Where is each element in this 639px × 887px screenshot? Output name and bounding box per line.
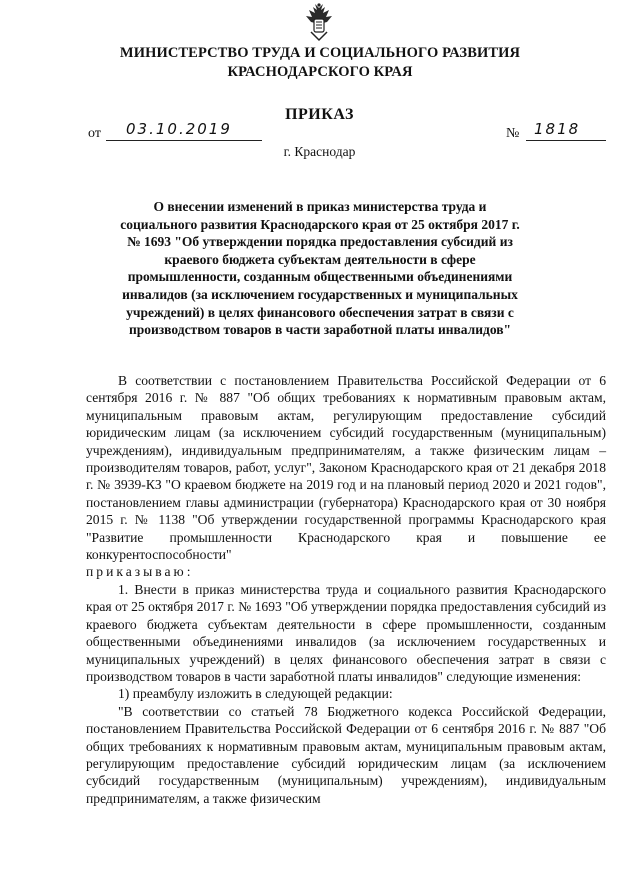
date-prefix: от (88, 126, 101, 141)
ministry-name (60, 44, 580, 82)
date-underline (106, 140, 262, 141)
date-number-row (0, 120, 639, 146)
decree-word: приказываю: (86, 564, 194, 580)
order-number: 1818 (534, 120, 581, 138)
order-date: 03.10.2019 (126, 120, 232, 138)
order-body (86, 372, 606, 807)
coat-of-arms-icon (299, 2, 339, 42)
intro-paragraph (86, 372, 606, 581)
item-1-paragraph: 1. Внести в приказ министерства труда и социального развития Краснодарского края от 25 октября 2017 г. № 1693 "Об утверждении порядка предоставления субсидий из краевого бюджета субъектам деятельности в сфере промышленности, созданным общественными объединениями инвалидов (за исключением государственных и муниципальных учреждений) в целях финансового обеспечения затрат в связи с производством товаров в части заработной платы инвалидов" следующие изменения: (86, 581, 606, 684)
order-title: ПРИКАЗ (285, 106, 354, 123)
number-underline (526, 140, 606, 141)
intro-text: В соответствии с постановлением Правительства Российской Федерации от 6 сентября 2016 г. № 887 "Об общих требованиях к нормативным правовым актам, муниципальным правовым актам, регулирующим предоставление субсидий юридическим лицам (за исключением субсидий государственным (муниципальным) учреждениям), индивидуальным предпринимателям, а также физическим лицам – производителям товаров, работ, услуг", Законом Краснодарского края от 21 декабря 2018 г. № 3939-КЗ "О краевом бюджете на 2019 год и на плановый период 2020 и 2021 годов", постановлением главы администрации (губернатора) Краснодарского края от 30 ноября 2015 г. № 1138 "Об утверждении государственной программы Краснодарского края "Развитие промышленности Краснодарского края и повышение ее конкурентоспособности" (86, 373, 606, 563)
city: г. Краснодар (283, 144, 356, 159)
order-heading: О внесении изменений в приказ министерства труда и социального развития Краснодарского края от 25 октября 2017 г. № 1693 "Об утверждении порядка предоставления субсидий из краевого бюджета субъектам деятельности в сфере промышленности, созданным общественными объединениями инвалидов (за исключением государственных и муниципальных учреждений) в целях финансового обеспечения затрат в связи с производством товаров в части заработной платы инвалидов" (120, 199, 520, 338)
ministry-name-line-1: МИНИСТЕРСТВО ТРУДА И СОЦИАЛЬНОГО РАЗВИТИЯ (119, 45, 521, 61)
ministry-name-line-2: КРАСНОДАРСКОГО КРАЯ (227, 64, 413, 80)
quote-paragraph: "В соответствии со статьей 78 Бюджетного кодекса Российской Федерации, постановлением Правительства Российской Федерации от 6 сентября 2016 г. № 887 "Об общих требованиях к нормативным правовым актам, муниципальным правовым актам, регулирующим предоставление субсидий юридическим лицам (за исключением субсидий государственным (муниципальным) учреждениям), индивидуальным предпринимателям, а также физическим (86, 703, 606, 806)
number-prefix: № (506, 126, 520, 141)
subitem-1-paragraph: 1) преамбулу изложить в следующей редакции: (118, 686, 393, 702)
